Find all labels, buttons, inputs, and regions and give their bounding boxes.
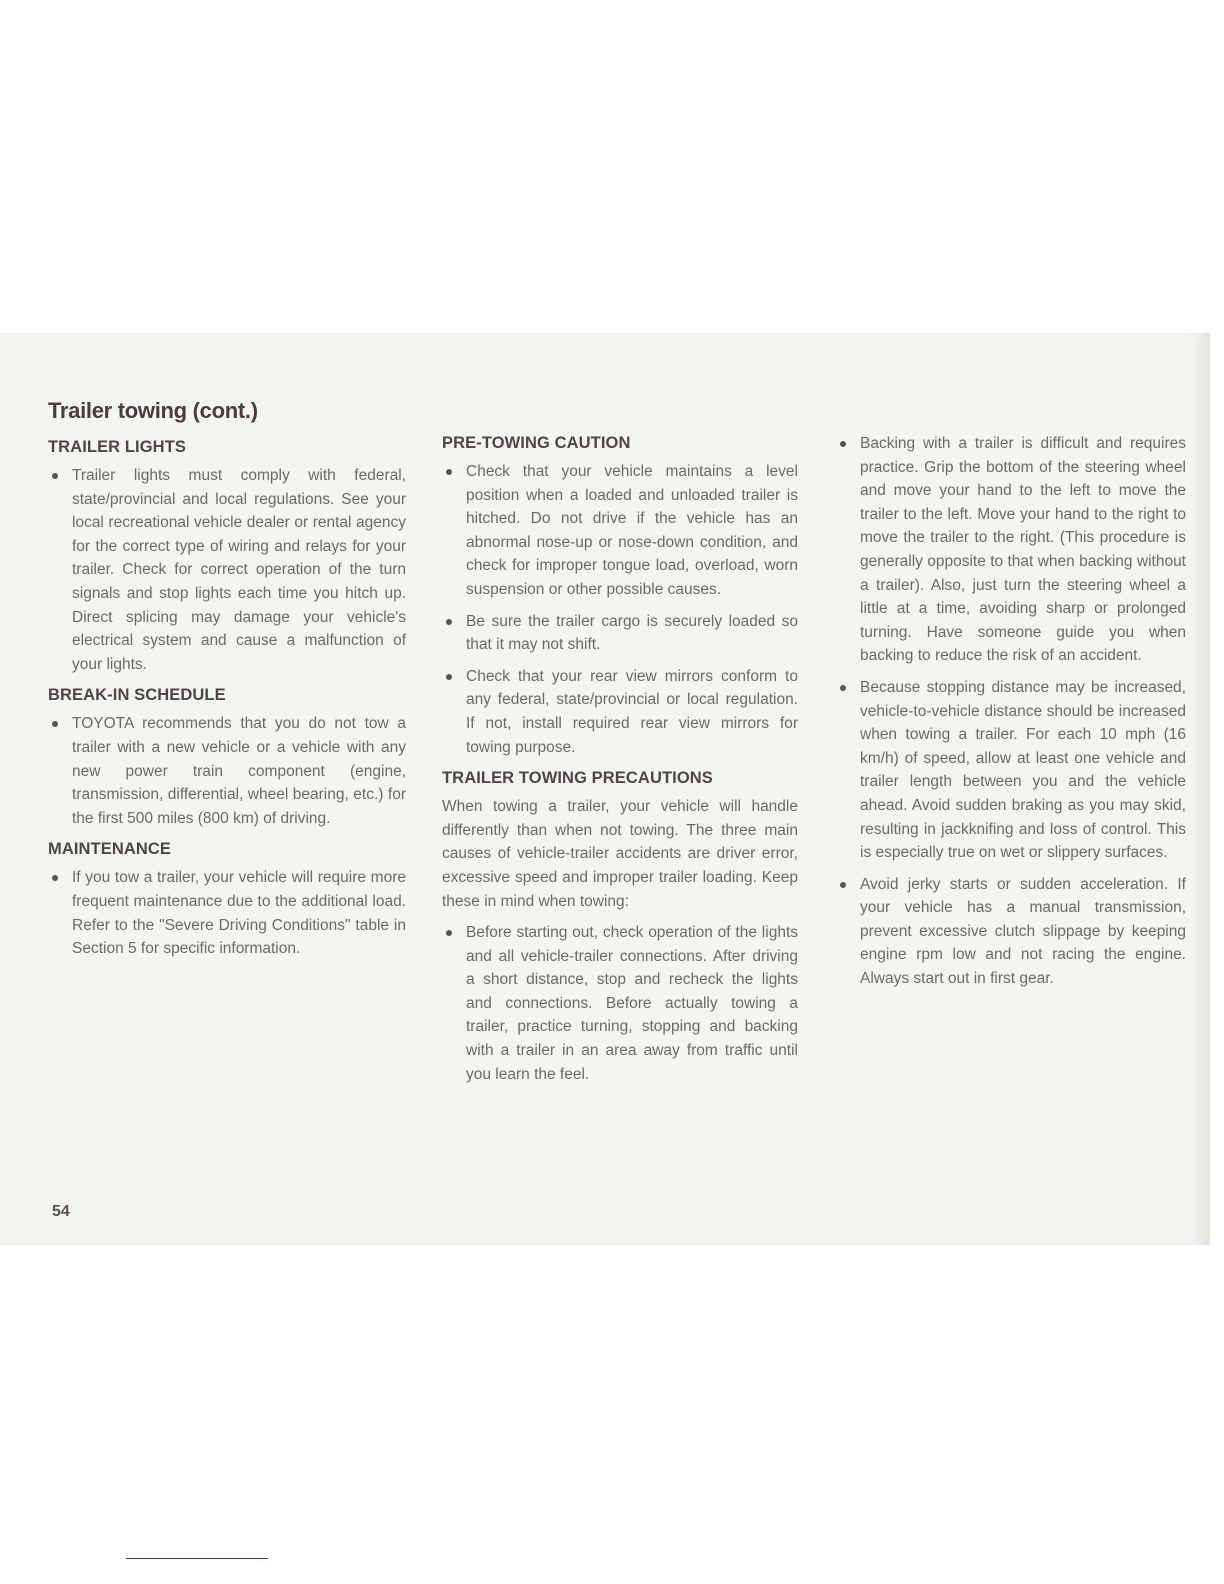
break-in-list [48, 712, 406, 830]
bullet-icon [446, 619, 452, 625]
section-heading-trailer-lights: TRAILER LIGHTS [48, 438, 186, 456]
section-heading-break-in-schedule: BREAK-IN SCHEDULE [48, 686, 226, 705]
bullet-icon [52, 875, 58, 881]
page-title: Trailer towing (cont.) [48, 398, 258, 423]
precautions-intro: When towing a trailer, your vehicle will handle differently than when not towing. The three main causes of vehicle-trailer accidents are driver error, excessive speed and improper trailer loading. Keep these in mind when towing: [442, 798, 798, 910]
bullet-icon [840, 441, 846, 447]
trailer-lights-list [48, 464, 406, 676]
page-number: 54 [52, 1203, 70, 1220]
column-3 [836, 432, 1186, 999]
maintenance-list [48, 866, 406, 960]
column-1 [48, 436, 406, 969]
bullet-icon [446, 930, 452, 936]
list-item: TOYOTA recommends that you do not tow a trailer with a new vehicle or a vehicle with any new power train component (engine, transmission, differential, wheel bearing, etc.) for the first 500 miles (800 km) of driving. [48, 712, 406, 830]
section-heading-maintenance: MAINTENANCE [48, 840, 172, 859]
list-item: Be sure the trailer cargo is securely loaded so that it may not shift. [442, 610, 798, 657]
bullet-icon [446, 674, 452, 680]
bullet-icon [840, 882, 846, 888]
section-heading-trailer-towing-precautions: TRAILER TOWING PRECAUTIONS [442, 769, 713, 788]
page-edge-shadow [1196, 333, 1210, 1245]
list-item: Avoid jerky starts or sudden acceleration. If your vehicle has a manual transmission, prevent excessive clutch slippage by keeping engine rpm low and not racing the engine. Always start out in first gear. [836, 873, 1186, 991]
bullet-icon [840, 685, 846, 691]
list-item: Before starting out, check operation of the lights and all vehicle-trailer connections. After driving a short distance, stop and recheck the lights and connections. Before actually towing a trailer, practice turning, stopping and backing with a trailer in an area away from traffic until you learn the feel. [442, 921, 798, 1086]
section-heading-pre-towing-caution: PRE-TOWING CAUTION [442, 434, 631, 452]
list-item: Check that your rear view mirrors conform to any federal, state/provincial or local regulation. If not, install required rear view mirrors for towing purpose. [442, 665, 798, 759]
column-2 [442, 432, 798, 1094]
precautions-list-continued [836, 432, 1186, 991]
list-item: If you tow a trailer, your vehicle will require more frequent maintenance due to the additional load. Refer to the "Severe Driving Conditions" table in Section 5 for specific information. [48, 866, 406, 960]
pre-towing-list [442, 460, 798, 759]
list-item: Check that your vehicle maintains a level position when a loaded and unloaded trailer is hitched. Do not drive if the vehicle has an abnormal nose-up or nose-down condition, and check for improper tongue load, overload, worn suspension or other possible causes. [442, 460, 798, 602]
precautions-list [442, 921, 798, 1086]
bullet-icon [52, 721, 58, 727]
list-item: Trailer lights must comply with federal, state/provincial and local regulations. See your local recreational vehicle dealer or rental agency for the correct type of wiring and relays for your trailer. Check for correct operation of the turn signals and stop lights each time you hitch up. Direct splicing may damage your vehicle's electrical system and cause a malfunction of your lights. [48, 464, 406, 676]
bullet-icon [52, 473, 58, 479]
list-item: Backing with a trailer is difficult and requires practice. Grip the bottom of the steering wheel and move your hand to the left to move the trailer to the left. Move your hand to the right to move the trailer to the right. (This procedure is generally opposite to that when backing without a trailer). Also, just turn the steering wheel a little at a time, avoiding sharp or prolonged turning. Have someone guide you when backing to reduce the risk of an accident. [836, 432, 1186, 668]
list-item: Because stopping distance may be increased, vehicle-to-vehicle distance should be increased when towing a trailer. For each 10 mph (16 km/h) of speed, allow at least one vehicle and trailer length between you and the vehicle ahead. Avoid sudden braking as you may skid, resulting in jackknifing and loss of control. This is especially true on wet or slippery surfaces. [836, 676, 1186, 865]
bullet-icon [446, 469, 452, 475]
footer-rule [126, 1558, 268, 1559]
